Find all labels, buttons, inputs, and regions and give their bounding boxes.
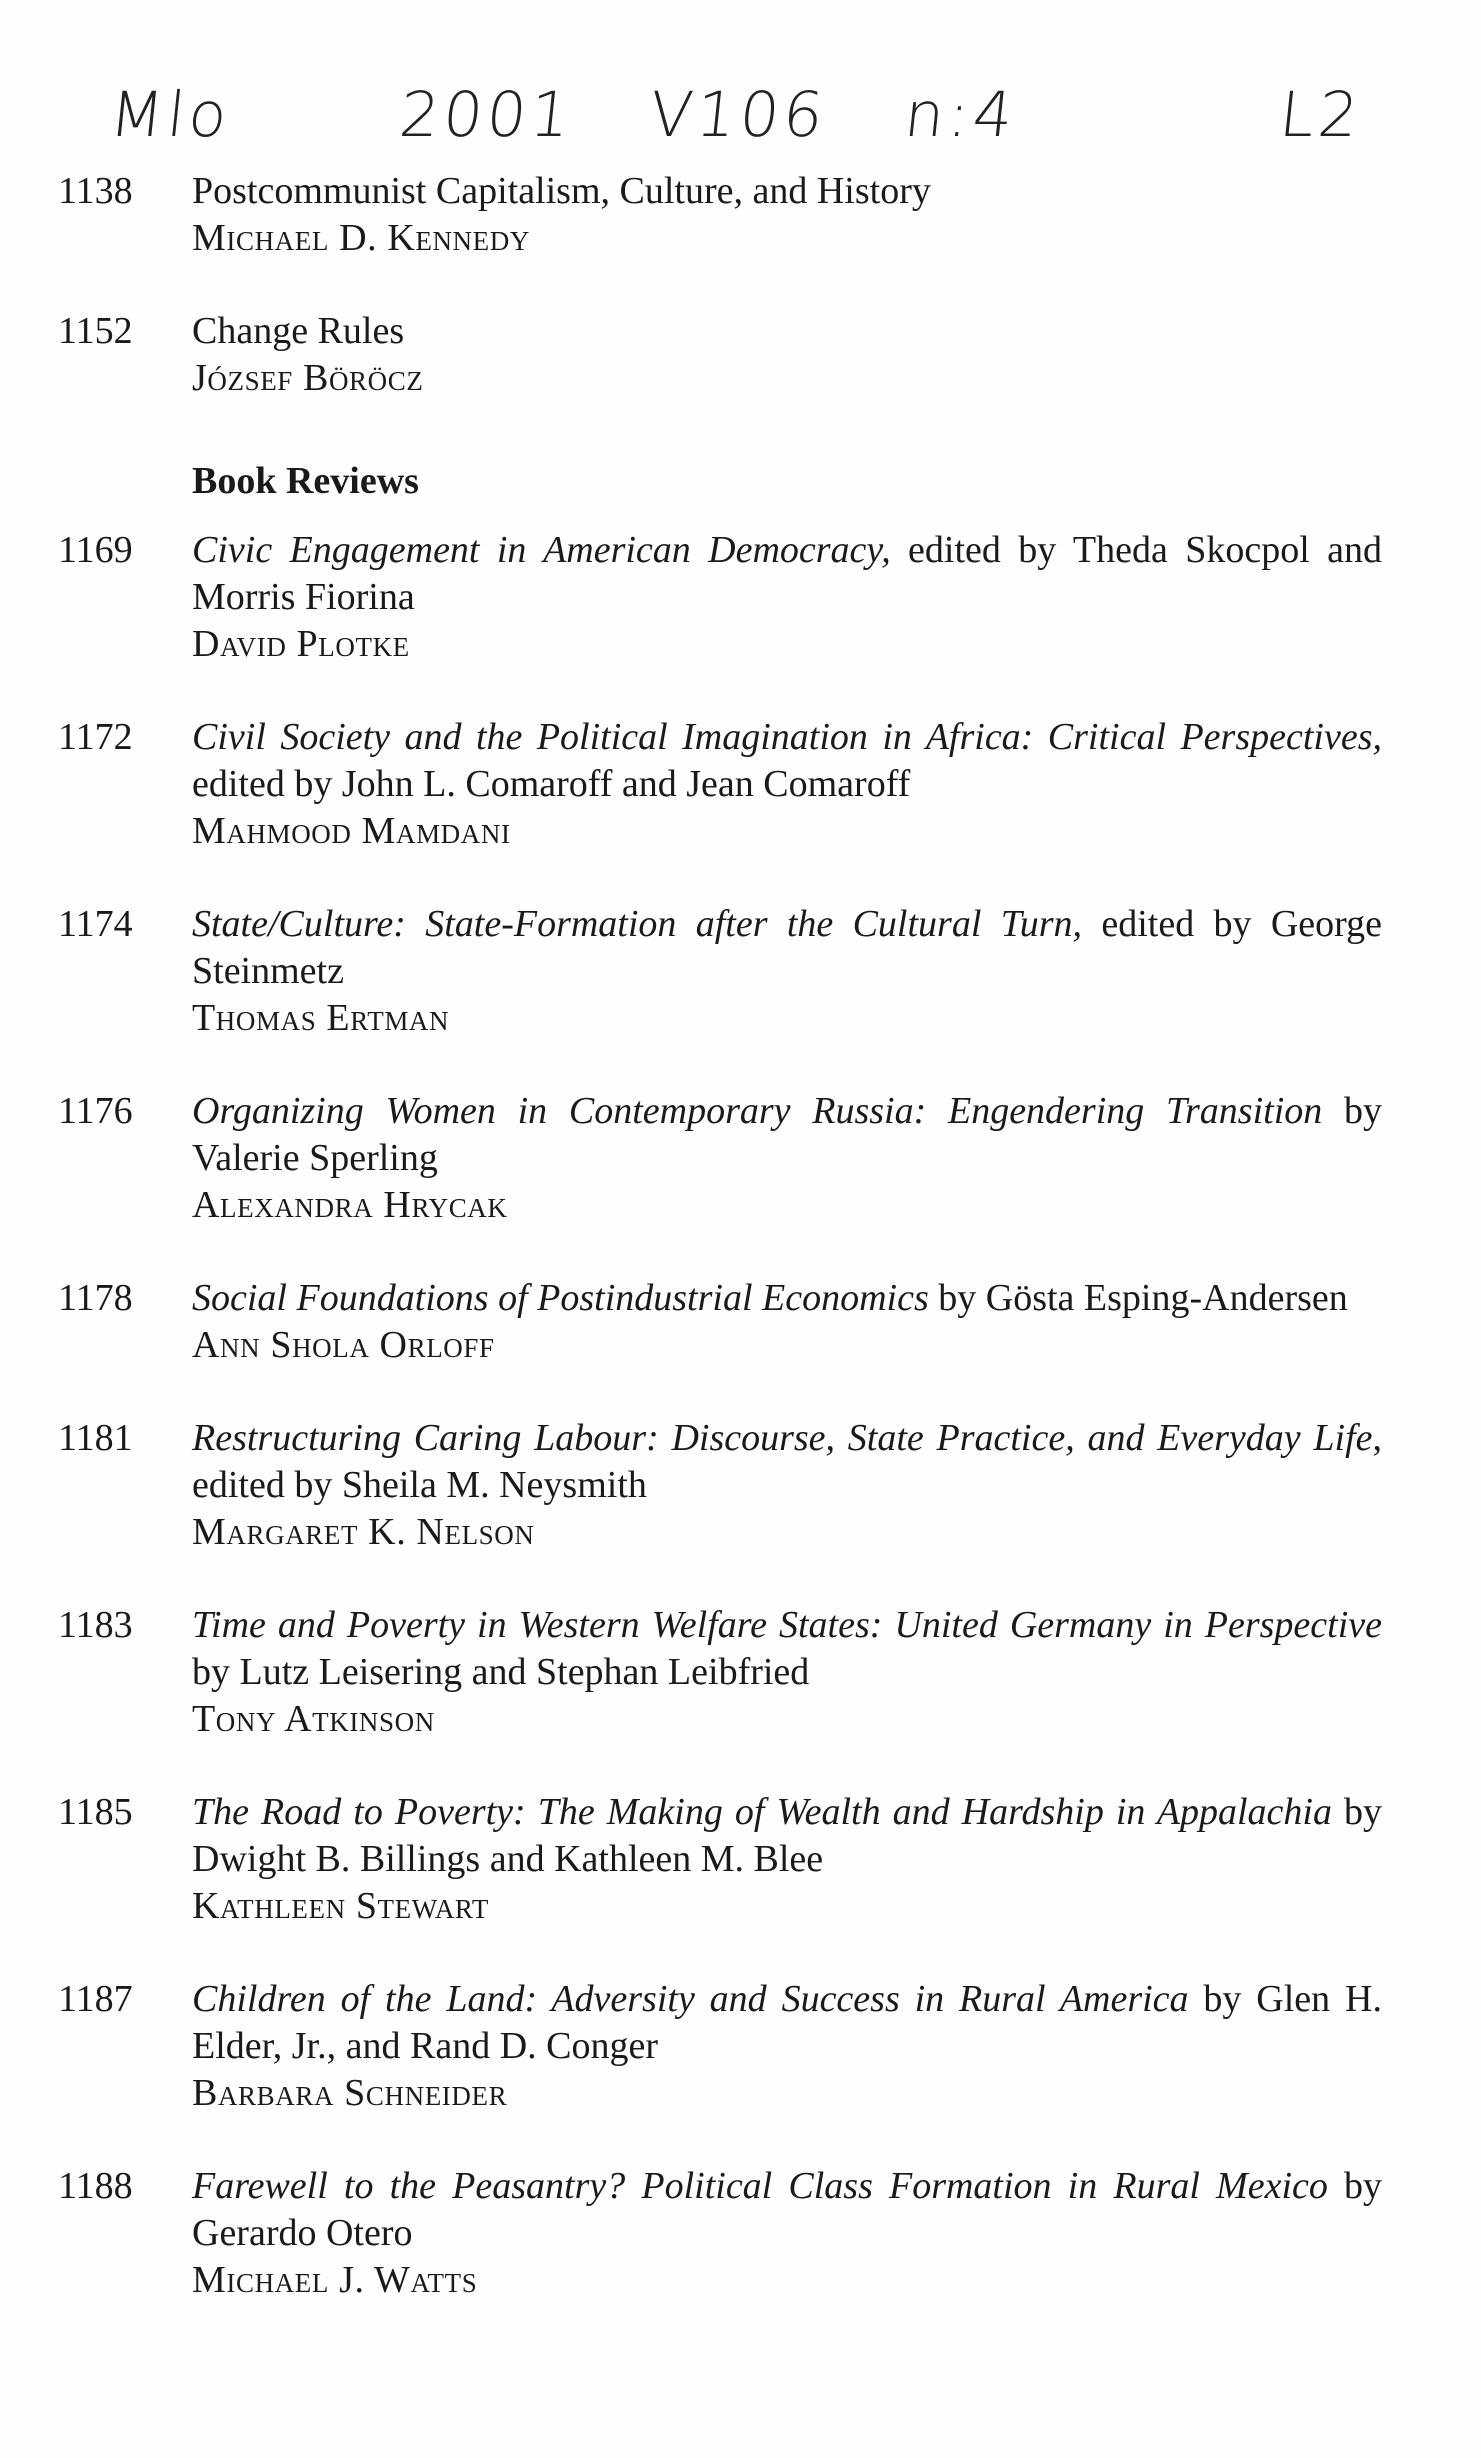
book-author: by Dwight B. Billings and Kathleen M. Blee	[192, 1791, 1383, 1880]
handwritten-note-4: L2	[1276, 78, 1366, 151]
book-title: Social Foundations of Postindustrial Economics	[192, 1277, 929, 1319]
book-author: by Glen H. Elder, Jr., and Rand D. Conger	[192, 1978, 1382, 2067]
reviewer-name: Mahmood Mamdani	[192, 810, 511, 852]
reviewer-name: Tony Atkinson	[192, 1698, 435, 1740]
article-author: Michael D. Kennedy	[192, 217, 530, 259]
review-title	[192, 1088, 1382, 1182]
reviewer-name: Barbara Schneider	[192, 2072, 508, 2114]
book-title: Organizing Women in Contemporary Russia: Engendering Transition	[192, 1090, 1323, 1132]
handwritten-note-1: 2001	[396, 78, 578, 151]
page-number: 1187	[58, 1978, 133, 2020]
handwritten-note-3: n:4	[901, 78, 1021, 151]
book-title: Restructuring Caring Labour: Discourse, State Practice, and Everyday Life	[192, 1417, 1373, 1459]
reviewer-name: Alexandra Hrycak	[192, 1184, 508, 1226]
reviewer-name: Kathleen Stewart	[192, 1885, 490, 1927]
book-title: Time and Poverty in Western Welfare States: United Germany in Perspective	[192, 1604, 1382, 1646]
page-number: 1174	[58, 903, 133, 945]
review-title	[192, 1275, 1382, 1322]
toc-entry	[0, 1976, 1481, 2117]
book-author: by Valerie Sperling	[192, 1090, 1382, 1179]
book-title: Farewell to the Peasantry? Political Class Formation in Rural Mexico	[192, 2165, 1328, 2207]
article-title: Postcommunist Capitalism, Culture, and History	[192, 170, 931, 212]
page-number: 1138	[58, 170, 133, 212]
toc-entry	[0, 714, 1481, 855]
reviewer-name: Thomas Ertman	[192, 997, 450, 1039]
page-number: 1176	[58, 1090, 133, 1132]
book-editors: , edited by Sheila M. Neysmith	[192, 1417, 1382, 1506]
toc-entry	[0, 2163, 1481, 2304]
book-author: by Gösta Esping-Andersen	[928, 1277, 1348, 1319]
toc-entry	[0, 1602, 1481, 1743]
reviewer-name: Ann Shola Orloff	[192, 1324, 495, 1366]
review-title	[192, 1415, 1382, 1509]
page-number: 1183	[58, 1604, 133, 1646]
review-title	[192, 1602, 1382, 1696]
reviewer-name: Margaret K. Nelson	[192, 1511, 535, 1553]
article-title: Change Rules	[192, 310, 405, 352]
book-title: Children of the Land: Adversity and Success in Rural America	[192, 1978, 1189, 2020]
toc-entry	[0, 1088, 1481, 1229]
book-title: Civil Society and the Political Imagination in Africa: Critical Perspectives,	[192, 716, 1382, 758]
section-heading-book-reviews: Book Reviews	[192, 460, 419, 502]
book-author: by Lutz Leisering and Stephan Leibfried	[192, 1651, 810, 1693]
book-editors: edited by John L. Comaroff and Jean Comaroff	[192, 763, 911, 805]
toc-entry	[0, 527, 1481, 668]
review-title	[192, 901, 1382, 995]
book-author: by Gerardo Otero	[192, 2165, 1383, 2254]
toc-entry	[0, 901, 1481, 1042]
article-author: József Böröcz	[192, 357, 424, 399]
page-number: 1152	[58, 310, 133, 352]
book-editors: edited by George Steinmetz	[192, 903, 1382, 992]
page-number: 1188	[58, 2165, 133, 2207]
page-number: 1169	[58, 529, 133, 571]
review-title	[192, 2163, 1382, 2257]
reviewer-name: Michael J. Watts	[192, 2259, 478, 2301]
toc-entry	[0, 1415, 1481, 1556]
page-number: 1178	[58, 1277, 133, 1319]
toc-entry	[0, 1275, 1481, 1369]
review-title	[192, 1789, 1382, 1883]
book-title: State/Culture: State-Formation after the Cultural Turn,	[192, 903, 1083, 945]
handwritten-note-2: V106	[646, 78, 831, 151]
reviewer-name: David Plotke	[192, 623, 410, 665]
toc-entry	[0, 308, 1481, 402]
table-of-contents	[0, 168, 1481, 2304]
book-editors: edited by Theda Skocpol and Morris Fiorina	[192, 529, 1382, 618]
book-title: Civic Engagement in American Democracy,	[192, 529, 891, 571]
book-title: The Road to Poverty: The Making of Wealth and Hardship in Appalachia	[192, 1791, 1332, 1833]
page-number: 1185	[58, 1791, 133, 1833]
handwritten-note-0: Mlo	[106, 78, 235, 151]
review-title	[192, 714, 1382, 808]
review-title	[192, 527, 1382, 621]
handwritten-annotation	[0, 78, 1481, 168]
toc-entry	[0, 1789, 1481, 1930]
page-number: 1172	[58, 716, 133, 758]
toc-entry	[0, 168, 1481, 262]
review-title	[192, 1976, 1382, 2070]
page-number: 1181	[58, 1417, 133, 1459]
